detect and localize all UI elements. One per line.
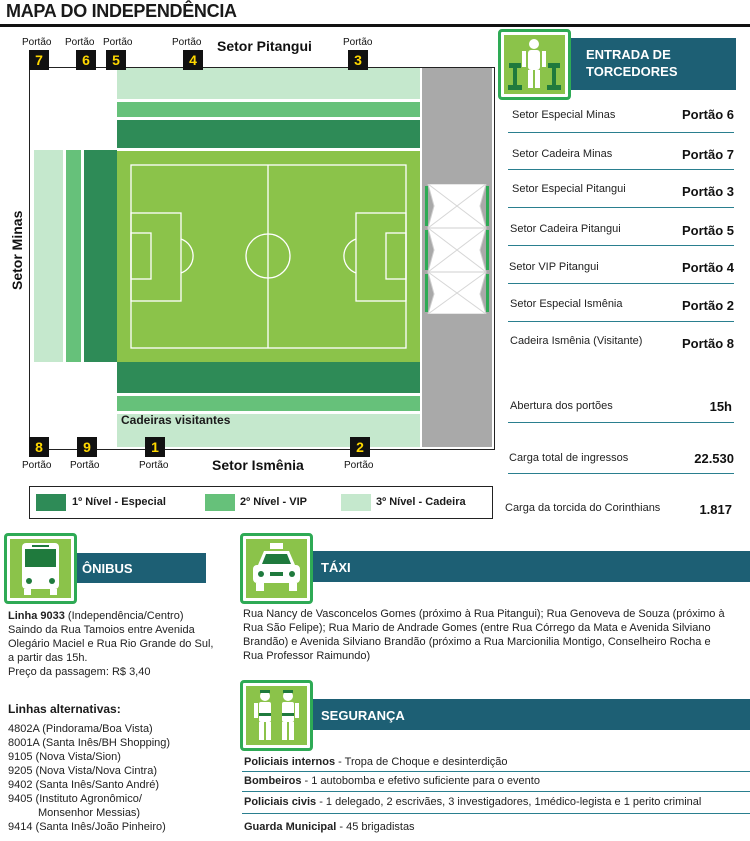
stand-ismenia-especial [117,362,420,393]
entrada-title-line2: TORCEDORES [586,64,678,79]
onibus-line-name: Linha 9033 [8,610,65,622]
stat-value: 15h [709,399,732,414]
stand-pitangui-cadeira [117,68,420,99]
stat-label: Carga da torcida do Corinthians [505,502,661,514]
stand-ismenia-vip [117,396,420,411]
entrada-row-label: Setor Especial Pitangui [512,183,626,195]
alt-line-item: 9105 (Nova Vista/Sion) [8,751,121,763]
stat-value: 1.817 [699,502,732,517]
stand-pitangui-vip [117,102,420,117]
legend-label-vip: 2º Nível - VIP [240,496,307,508]
onibus-text: Olegário Maciel e Rua Rio Grande do Sul, [8,638,214,650]
visitor-seats-label: Cadeiras visitantes [121,413,231,427]
entrada-row-gate: Portão 2 [681,298,734,313]
stand-pitangui-especial [117,120,420,148]
entrada-row-gate: Portão 4 [681,260,734,275]
gate-7: 7 [29,50,49,70]
page-title: MAPA DO INDEPENDÊNCIA [6,1,237,21]
seguranca-row [244,796,701,808]
entrada-title-line1: ENTRADA DE [586,47,671,62]
legend-swatch-especial [36,494,66,511]
entrada-row-gate: Portão 8 [681,336,734,351]
seguranca-title: SEGURANÇA [321,708,405,723]
stand-minas-especial [84,150,117,362]
onibus-text: Saindo da Rua Tamoios entre Avenida [8,624,195,636]
gate-9-label: Portão [70,460,100,471]
entrada-row-label: Setor Cadeira Minas [512,148,613,160]
sector-pitangui-label: Setor Pitangui [217,38,312,54]
seguranca-row-value: - 1 autobomba e efetivo suficiente para o evento [301,775,540,787]
entrada-row-label: Setor Especial Ismênia [510,298,623,310]
tent-structures-icon [422,184,492,314]
gate-1-label: Portão [139,460,169,471]
taxi-text: Rua São Felipe); Rua Mario de Andrade Gomes (entre Rua Córrego da Mata e Avenida Silviano [243,622,711,634]
stat-label: Abertura dos portões [510,400,613,412]
entrada-row-gate: Portão 7 [681,147,734,162]
gate-3-label: Portão [343,37,373,48]
seguranca-header [307,699,750,730]
entrada-row-label: Setor Especial Minas [512,109,616,121]
seguranca-row [244,821,415,833]
pitch-lines [117,151,420,362]
seguranca-row-label: Policiais internos [244,756,336,768]
stand-minas-cadeira [34,150,63,362]
gate-2: 2 [350,437,370,457]
alt-lines-title: Linhas alternativas: [8,702,121,716]
onibus-text: a partir das 15h. [8,652,88,664]
onibus-line-1 [8,609,233,623]
police-officers-icon [246,686,307,745]
gate-9: 9 [77,437,97,457]
football-pitch [117,151,420,362]
legend-swatch-vip [205,494,235,511]
gate-1: 1 [145,437,165,457]
onibus-icon-box [4,533,77,604]
seguranca-row-label: Policiais civis [244,796,317,808]
seguranca-row-label: Bombeiros [244,775,302,787]
stat-value: 22.530 [694,451,734,466]
sector-ismenia-label: Setor Ismênia [212,457,304,473]
gate-8: 8 [29,437,49,457]
seguranca-row [244,775,540,787]
entrada-row-label: Setor VIP Pitangui [509,261,599,273]
alt-line-item: 4802A (Pindorama/Boa Vista) [8,723,153,735]
alt-line-item: 9205 (Nova Vista/Nova Cintra) [8,765,157,777]
stadium-map [29,67,495,450]
onibus-body [8,609,233,679]
taxi-title: TÁXI [321,560,351,575]
alt-line-item: 9405 (Instituto Agronômico/ [8,793,142,805]
taxi-text: Rua Nancy de Vasconcelos Gomes (próximo à Rua Pitangui); Rua Genoveva de Souza (próximo à [243,608,725,620]
turnstile-person-icon [504,35,565,94]
alt-lines-list [8,722,233,834]
seguranca-row [244,756,508,768]
legend-label-cadeira: 3º Nível - Cadeira [376,496,466,508]
taxi-icon-box [240,533,313,604]
onibus-header [70,553,206,583]
gate-7-label: Portão [22,37,52,48]
stand-minas-vip [66,150,81,362]
gate-5-label: Portão [103,37,133,48]
gate-3: 3 [348,50,368,70]
map-legend [29,486,493,519]
alt-line-item: 9402 (Santa Inês/Santo André) [8,779,160,791]
seguranca-row-value: - Tropa de Choque e desinterdição [335,756,508,768]
legend-label-especial: 1º Nível - Especial [72,496,166,508]
sector-minas-label: Setor Minas [9,210,25,290]
gate-5: 5 [106,50,126,70]
seguranca-row-value: - 1 delegado, 2 escrivães, 3 investigadores, 1médico-legista e 1 perito criminal [316,796,702,808]
taxi-header [307,551,750,582]
gate-4-label: Portão [172,37,202,48]
taxi-text: Rua Professor Raimundo) [243,650,371,662]
entrada-row-gate: Portão 3 [681,184,734,199]
entrada-row-gate: Portão 5 [681,223,734,238]
taxi-icon [246,539,307,598]
entrada-row-label: Setor Cadeira Pitangui [510,223,621,235]
gate-2-label: Portão [344,460,374,471]
taxi-body [243,607,749,663]
entrada-icon-box [498,29,571,100]
seguranca-row-label: Guarda Municipal [244,821,337,833]
onibus-line-desc: (Independência/Centro) [64,610,184,622]
taxi-text: Brandão) e Avenida Silviano Brandão (próximo a Rua Marcionilia Montigo, Conselheiro Rocha e [243,636,711,648]
seguranca-row-value: - 45 brigadistas [336,821,415,833]
stat-label: Carga total de ingressos [509,452,629,464]
alt-line-item: 8001A (Santa Inês/BH Shopping) [8,737,171,749]
alt-line-item: Monsenhor Messias) [38,807,141,819]
gate-8-label: Portão [22,460,52,471]
seguranca-icon-box [240,680,313,751]
entrada-row-gate: Portão 6 [681,107,734,122]
alt-line-item: 9414 (Santa Inês/João Pinheiro) [8,821,166,833]
bus-icon [10,539,71,598]
legend-swatch-cadeira [341,494,371,511]
title-rule [0,24,750,27]
gate-6: 6 [76,50,96,70]
onibus-title: ÔNIBUS [82,561,133,576]
gate-4: 4 [183,50,203,70]
gate-6-label: Portão [65,37,95,48]
entrada-header [560,38,736,90]
entrada-row-label: Cadeira Ismênia (Visitante) [510,335,643,347]
onibus-text: Preço da passagem: R$ 3,40 [8,666,151,678]
